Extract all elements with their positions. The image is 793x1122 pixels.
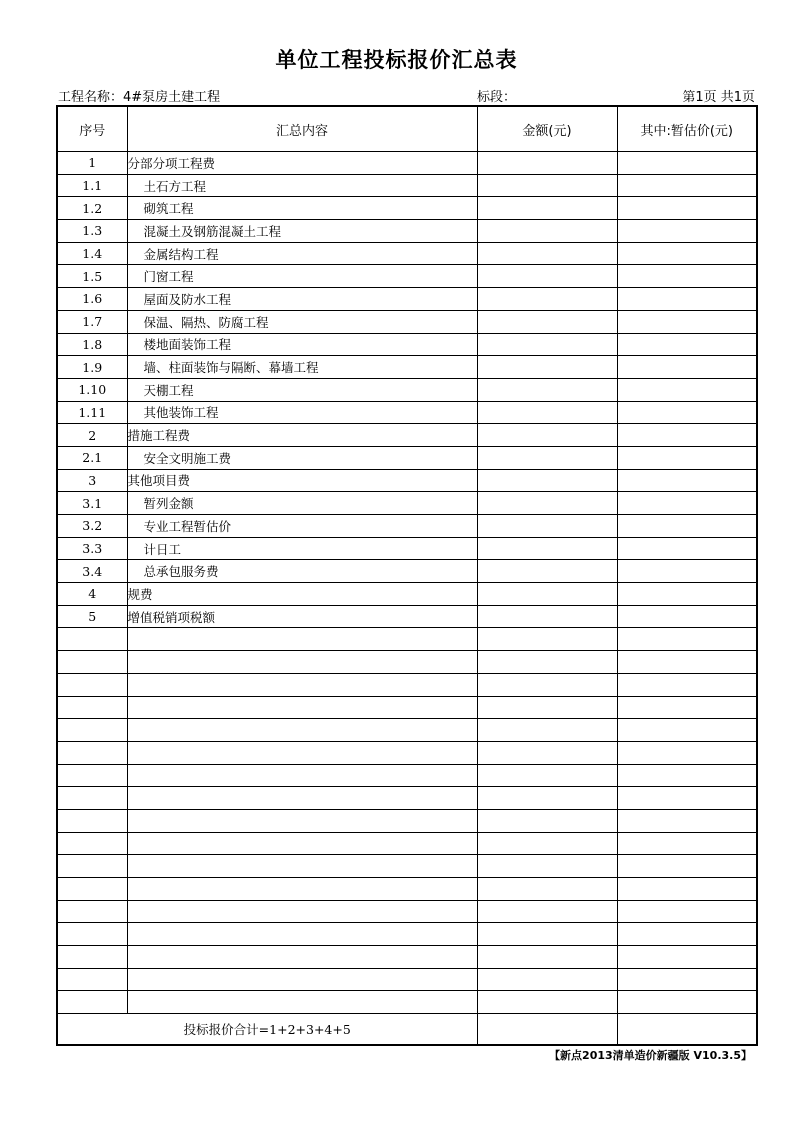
row-provisional: [617, 446, 757, 469]
row-number: [57, 787, 127, 810]
row-amount: [477, 537, 617, 560]
table-row-empty: [57, 628, 757, 651]
row-provisional: [617, 378, 757, 401]
row-number: 1: [57, 152, 127, 175]
row-provisional: [617, 832, 757, 855]
row-content: [127, 719, 477, 742]
header-amount: 金额(元): [477, 106, 617, 152]
row-amount: [477, 809, 617, 832]
row-number: [57, 968, 127, 991]
table-row-empty: [57, 651, 757, 674]
row-number: [57, 991, 127, 1014]
row-number: 1.4: [57, 242, 127, 265]
summary-table: [56, 105, 758, 1046]
row-content: 门窗工程: [127, 265, 477, 288]
table-row: [57, 288, 757, 311]
row-content: [127, 946, 477, 969]
row-amount: [477, 900, 617, 923]
section-label: 标段：: [477, 90, 517, 105]
row-content: 计日工: [127, 537, 477, 560]
row-content: 墙、柱面装饰与隔断、幕墙工程: [127, 356, 477, 379]
table-row-empty: [57, 741, 757, 764]
row-provisional: [617, 515, 757, 538]
row-amount: [477, 651, 617, 674]
total-row: [57, 1014, 757, 1046]
row-content: [127, 832, 477, 855]
row-amount: [477, 446, 617, 469]
row-number: [57, 923, 127, 946]
row-number: 1.10: [57, 378, 127, 401]
row-provisional: [617, 946, 757, 969]
row-amount: [477, 333, 617, 356]
row-amount: [477, 401, 617, 424]
row-provisional: [617, 741, 757, 764]
software-footer: 【新点2013清单造价新疆版 V10.3.5】: [549, 1049, 752, 1062]
row-provisional: [617, 968, 757, 991]
row-number: 3.4: [57, 560, 127, 583]
row-content: [127, 968, 477, 991]
table-row: [57, 605, 757, 628]
row-amount: [477, 878, 617, 901]
table-row: [57, 333, 757, 356]
row-provisional: [617, 265, 757, 288]
row-number: [57, 900, 127, 923]
header-content: 汇总内容: [127, 106, 477, 152]
row-content: 分部分项工程费: [127, 152, 477, 175]
row-amount: [477, 968, 617, 991]
row-number: 3: [57, 469, 127, 492]
row-amount: [477, 787, 617, 810]
row-provisional: [617, 492, 757, 515]
row-provisional: [617, 787, 757, 810]
table-row-empty: [57, 673, 757, 696]
table-row: [57, 469, 757, 492]
table-row: [57, 197, 757, 220]
row-number: 1.8: [57, 333, 127, 356]
row-number: [57, 696, 127, 719]
row-amount: [477, 378, 617, 401]
row-number: 1.3: [57, 220, 127, 243]
row-provisional: [617, 560, 757, 583]
row-content: [127, 673, 477, 696]
row-content: [127, 900, 477, 923]
table-header-row: [57, 106, 757, 152]
row-number: [57, 946, 127, 969]
table-row-empty: [57, 764, 757, 787]
table-row: [57, 174, 757, 197]
row-content: [127, 878, 477, 901]
row-provisional: [617, 673, 757, 696]
row-content: [127, 651, 477, 674]
row-content: 其他装饰工程: [127, 401, 477, 424]
row-content: 天棚工程: [127, 378, 477, 401]
row-amount: [477, 583, 617, 606]
row-number: 2.1: [57, 446, 127, 469]
row-provisional: [617, 764, 757, 787]
row-amount: [477, 515, 617, 538]
row-number: [57, 673, 127, 696]
row-number: [57, 651, 127, 674]
row-provisional: [617, 242, 757, 265]
row-provisional: [617, 583, 757, 606]
row-provisional: [617, 605, 757, 628]
table-row: [57, 152, 757, 175]
row-content: 金属结构工程: [127, 242, 477, 265]
table-row-empty: [57, 968, 757, 991]
table-row: [57, 242, 757, 265]
row-content: [127, 741, 477, 764]
row-amount: [477, 628, 617, 651]
row-amount: [477, 220, 617, 243]
table-row: [57, 220, 757, 243]
row-provisional: [617, 991, 757, 1014]
row-number: 1.1: [57, 174, 127, 197]
row-content: [127, 855, 477, 878]
row-amount: [477, 197, 617, 220]
table-row-empty: [57, 719, 757, 742]
row-provisional: [617, 424, 757, 447]
row-amount: [477, 764, 617, 787]
row-amount: [477, 832, 617, 855]
header-provisional: 其中:暂估价(元): [617, 106, 757, 152]
row-content: 楼地面装饰工程: [127, 333, 477, 356]
header-no: 序号: [57, 106, 127, 152]
row-provisional: [617, 537, 757, 560]
table-row: [57, 446, 757, 469]
row-amount: [477, 310, 617, 333]
row-content: 砌筑工程: [127, 197, 477, 220]
row-provisional: [617, 333, 757, 356]
row-number: 3.2: [57, 515, 127, 538]
table-row: [57, 401, 757, 424]
row-number: [57, 628, 127, 651]
table-row-empty: [57, 832, 757, 855]
table-row-empty: [57, 900, 757, 923]
table-row-empty: [57, 991, 757, 1014]
row-amount: [477, 492, 617, 515]
row-provisional: [617, 855, 757, 878]
row-provisional: [617, 220, 757, 243]
row-content: [127, 809, 477, 832]
row-number: 1.11: [57, 401, 127, 424]
row-content: 措施工程费: [127, 424, 477, 447]
table-row-empty: [57, 946, 757, 969]
row-content: 增值税销项税额: [127, 605, 477, 628]
row-number: 1.9: [57, 356, 127, 379]
row-provisional: [617, 469, 757, 492]
row-provisional: [617, 401, 757, 424]
row-content: [127, 628, 477, 651]
row-content: [127, 923, 477, 946]
table-row: [57, 492, 757, 515]
table-row-empty: [57, 809, 757, 832]
table-row-empty: [57, 878, 757, 901]
row-number: [57, 764, 127, 787]
row-provisional: [617, 809, 757, 832]
page-title: 单位工程投标报价汇总表: [275, 48, 518, 72]
row-number: 2: [57, 424, 127, 447]
table-row: [57, 560, 757, 583]
row-content: 混凝土及钢筋混凝土工程: [127, 220, 477, 243]
project-name: 工程名称：4#泵房土建工程: [58, 90, 221, 105]
row-amount: [477, 696, 617, 719]
row-number: 1.7: [57, 310, 127, 333]
row-provisional: [617, 356, 757, 379]
row-amount: [477, 741, 617, 764]
row-content: 屋面及防水工程: [127, 288, 477, 311]
row-amount: [477, 923, 617, 946]
row-number: 4: [57, 583, 127, 606]
row-amount: [477, 469, 617, 492]
row-amount: [477, 560, 617, 583]
row-content: 专业工程暂估价: [127, 515, 477, 538]
row-content: 安全文明施工费: [127, 446, 477, 469]
row-provisional: [617, 719, 757, 742]
row-provisional: [617, 900, 757, 923]
row-number: [57, 878, 127, 901]
table-row: [57, 537, 757, 560]
total-provisional: [617, 1014, 757, 1046]
row-provisional: [617, 628, 757, 651]
table-row-empty: [57, 696, 757, 719]
row-content: [127, 991, 477, 1014]
row-amount: [477, 152, 617, 175]
table-row: [57, 424, 757, 447]
table-row: [57, 310, 757, 333]
row-content: [127, 787, 477, 810]
table-row: [57, 515, 757, 538]
table-row: [57, 378, 757, 401]
row-number: 1.2: [57, 197, 127, 220]
row-amount: [477, 673, 617, 696]
total-amount: [477, 1014, 617, 1046]
row-provisional: [617, 174, 757, 197]
row-amount: [477, 991, 617, 1014]
row-provisional: [617, 310, 757, 333]
page-indicator: 第1页 共1页: [682, 90, 755, 105]
table-row-empty: [57, 923, 757, 946]
row-amount: [477, 356, 617, 379]
row-number: [57, 741, 127, 764]
row-content: 土石方工程: [127, 174, 477, 197]
row-amount: [477, 946, 617, 969]
row-content: 规费: [127, 583, 477, 606]
row-amount: [477, 424, 617, 447]
row-provisional: [617, 651, 757, 674]
row-amount: [477, 288, 617, 311]
row-content: 总承包服务费: [127, 560, 477, 583]
row-provisional: [617, 696, 757, 719]
table-row: [57, 265, 757, 288]
row-amount: [477, 855, 617, 878]
row-amount: [477, 605, 617, 628]
total-label: 投标报价合计=1+2+3+4+5: [57, 1014, 477, 1046]
row-content: 保温、隔热、防腐工程: [127, 310, 477, 333]
row-content: 其他项目费: [127, 469, 477, 492]
row-number: 3.3: [57, 537, 127, 560]
row-amount: [477, 265, 617, 288]
table-row-empty: [57, 787, 757, 810]
table-row: [57, 356, 757, 379]
row-provisional: [617, 197, 757, 220]
row-content: 暂列金额: [127, 492, 477, 515]
row-number: 5: [57, 605, 127, 628]
row-provisional: [617, 923, 757, 946]
row-amount: [477, 174, 617, 197]
row-number: [57, 855, 127, 878]
row-provisional: [617, 152, 757, 175]
row-provisional: [617, 288, 757, 311]
row-number: 1.6: [57, 288, 127, 311]
row-number: 3.1: [57, 492, 127, 515]
row-number: [57, 809, 127, 832]
table-row-empty: [57, 855, 757, 878]
row-amount: [477, 242, 617, 265]
table-row: [57, 583, 757, 606]
row-provisional: [617, 878, 757, 901]
row-content: [127, 696, 477, 719]
row-content: [127, 764, 477, 787]
row-amount: [477, 719, 617, 742]
row-number: [57, 832, 127, 855]
row-number: 1.5: [57, 265, 127, 288]
row-number: [57, 719, 127, 742]
